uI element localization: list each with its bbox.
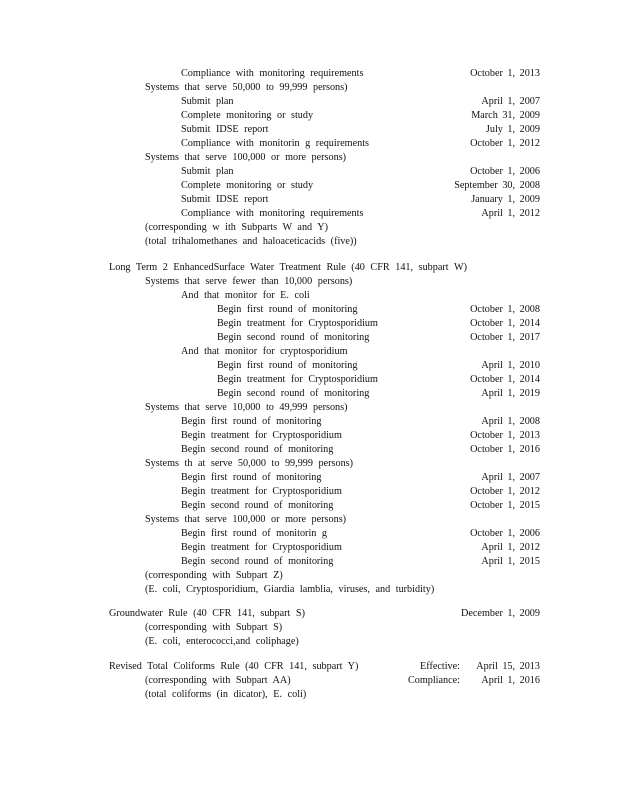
line-date: October 1, 2017: [470, 332, 540, 343]
note-line: [0, 221, 618, 235]
line-date: October 1, 2016: [470, 444, 540, 455]
line-text: Begin first round of monitoring: [217, 304, 358, 315]
section-heading-line: [0, 151, 618, 165]
line-text: Systems that serve 10,000 to 49,999 persons): [145, 402, 348, 413]
line-date: October 1, 2006: [470, 528, 540, 539]
line-text: Compliance with monitorin g requirements: [181, 138, 369, 149]
line-text: Systems that serve 50,000 to 99,999 persons): [145, 82, 348, 93]
line-text: Systems that serve 100,000 or more persons): [145, 152, 347, 163]
schedule-line: [0, 331, 618, 345]
line-date: April 1, 2016: [481, 675, 540, 686]
line-text: (corresponding with Subpart S): [145, 622, 283, 633]
section-heading-line: [0, 513, 618, 527]
line-date: April 1, 2012: [481, 542, 540, 553]
line-date: October 1, 2013: [470, 68, 540, 79]
line-text: Begin second round of monitoring: [217, 332, 370, 343]
schedule-line: [0, 387, 618, 401]
schedule-line: [0, 443, 618, 457]
schedule-line: [0, 373, 618, 387]
schedule-line: [0, 137, 618, 151]
line-text: Begin first round of monitoring: [181, 472, 322, 483]
line-text: (total coliforms (in dicator), E. coli): [145, 689, 307, 700]
line-date: January 1, 2009: [471, 194, 540, 205]
rule-heading-line: [0, 607, 618, 621]
line-label: Effective:: [420, 661, 460, 672]
note-line: [0, 569, 618, 583]
line-text: Long Term 2 EnhancedSurface Water Treatment Rule (40 CFR 141, subpart W): [109, 262, 467, 273]
line-date: October 1, 2012: [470, 486, 540, 497]
line-text: Begin second round of monitoring: [181, 556, 334, 567]
note-line: [0, 674, 618, 688]
line-text: Compliance with monitoring requirements: [181, 208, 364, 219]
line-text: Compliance with monitoring requirements: [181, 68, 364, 79]
line-text: Submit IDSE report: [181, 124, 269, 135]
line-text: (corresponding with Subpart AA): [145, 675, 291, 686]
line-date: October 1, 2014: [470, 374, 540, 385]
subsection-heading-line: [0, 289, 618, 303]
line-text: (total trihalomethanes and haloaceticacids (five)): [145, 236, 357, 247]
note-line: [0, 635, 618, 649]
line-date: October 1, 2008: [470, 304, 540, 315]
line-date: April 1, 2015: [481, 556, 540, 567]
line-date: October 1, 2006: [470, 166, 540, 177]
schedule-line: [0, 485, 618, 499]
schedule-line: [0, 179, 618, 193]
schedule-line: [0, 555, 618, 569]
schedule-line: [0, 359, 618, 373]
schedule-line: [0, 109, 618, 123]
line-date: April 1, 2012: [481, 208, 540, 219]
line-text: And that monitor for cryptosporidium: [181, 346, 348, 357]
section-heading-line: [0, 81, 618, 95]
line-text: Begin first round of monitorin g: [181, 528, 328, 539]
schedule-line: [0, 207, 618, 221]
line-text: Systems that serve 100,000 or more persons): [145, 514, 347, 525]
line-label: Compliance:: [407, 675, 460, 686]
line-date: April 1, 2007: [481, 96, 540, 107]
line-date: April 1, 2008: [481, 416, 540, 427]
line-text: Begin treatment for Cryptosporidium: [217, 318, 378, 329]
schedule-line: [0, 471, 618, 485]
schedule-line: [0, 193, 618, 207]
line-date: December 1, 2009: [461, 608, 540, 619]
line-text: Submit IDSE report: [181, 194, 269, 205]
line-text: Groundwater Rule (40 CFR 141, subpart S): [109, 608, 305, 619]
line-text: Begin first round of monitoring: [217, 360, 358, 371]
line-text: Begin second round of monitoring: [181, 500, 334, 511]
schedule-line: [0, 527, 618, 541]
note-line: [0, 621, 618, 635]
line-text: Begin treatment for Cryptosporidium: [181, 542, 342, 553]
line-date: April 1, 2019: [481, 388, 540, 399]
schedule-line: [0, 415, 618, 429]
schedule-line: [0, 317, 618, 331]
schedule-line: [0, 303, 618, 317]
line-text: (corresponding with Subpart Z): [145, 570, 283, 581]
line-text: And that monitor for E. coli: [181, 290, 310, 301]
line-text: (E. coli, enterococci,and coliphage): [145, 636, 299, 647]
schedule-line: [0, 95, 618, 109]
line-text: Submit plan: [181, 96, 234, 107]
section-heading-line: [0, 401, 618, 415]
schedule-line: [0, 67, 618, 81]
line-text: Begin treatment for Cryptosporidium: [181, 430, 342, 441]
section-heading-line: [0, 275, 618, 289]
line-text: Submit plan: [181, 166, 234, 177]
line-text: Begin treatment for Cryptosporidium: [217, 374, 378, 385]
line-text: Systems that serve fewer than 10,000 persons): [145, 276, 353, 287]
section-heading-line: [0, 457, 618, 471]
line-date: October 1, 2014: [470, 318, 540, 329]
line-text: Complete monitoring or study: [181, 180, 314, 191]
schedule-line: [0, 165, 618, 179]
schedule-line: [0, 123, 618, 137]
line-date: July 1, 2009: [485, 124, 540, 135]
line-date: October 1, 2013: [470, 430, 540, 441]
line-text: Revised Total Coliforms Rule (40 CFR 141, subpart Y): [109, 661, 359, 672]
line-text: Begin treatment for Cryptosporidium: [181, 486, 342, 497]
line-date: April 1, 2010: [481, 360, 540, 371]
schedule-line: [0, 541, 618, 555]
schedule-line: [0, 429, 618, 443]
subsection-heading-line: [0, 345, 618, 359]
line-date: October 1, 2015: [470, 500, 540, 511]
note-line: [0, 583, 618, 597]
line-text: Systems th at serve 50,000 to 99,999 persons): [145, 458, 354, 469]
note-line: [0, 235, 618, 249]
line-text: Begin first round of monitoring: [181, 416, 322, 427]
rule-heading-line: [0, 261, 618, 275]
line-date: September 30, 2008: [454, 180, 540, 191]
line-date: March 31, 2009: [471, 110, 540, 121]
line-text: Complete monitoring or study: [181, 110, 314, 121]
line-date: April 1, 2007: [481, 472, 540, 483]
note-line: [0, 688, 618, 702]
line-text: (corresponding w ith Subparts W and Y): [145, 222, 329, 233]
line-text: Begin second round of monitoring: [217, 388, 370, 399]
rule-heading-line: [0, 660, 618, 674]
line-date: October 1, 2012: [470, 138, 540, 149]
schedule-line: [0, 499, 618, 513]
line-date: April 15, 2013: [476, 661, 540, 672]
line-text: (E. coli, Cryptosporidium, Giardia lamblia, viruses, and turbidity): [145, 584, 435, 595]
line-text: Begin second round of monitoring: [181, 444, 334, 455]
